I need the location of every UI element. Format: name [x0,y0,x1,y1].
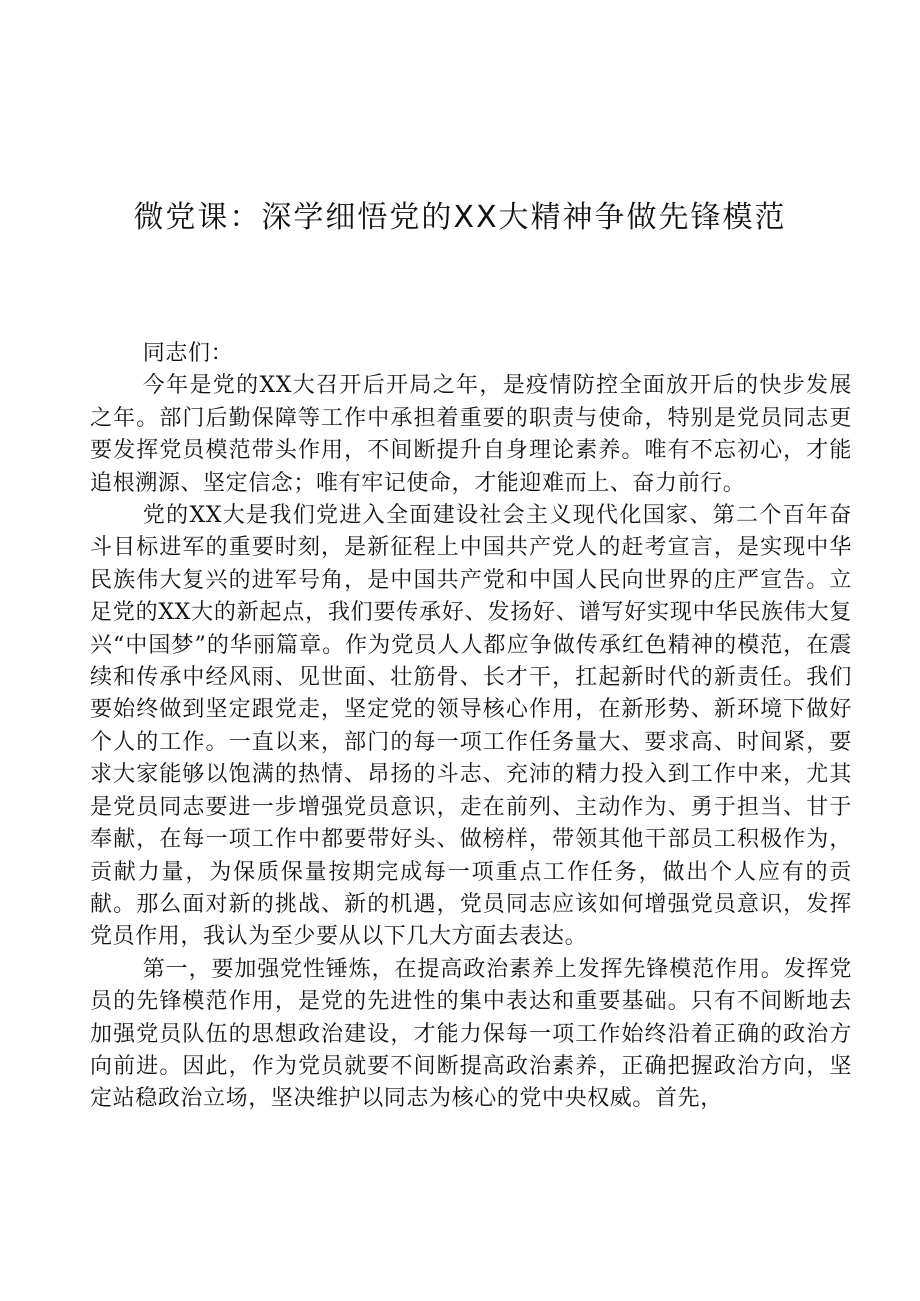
paragraph: 今年是党的XX大召开后开局之年，是疫情防控全面放开后的快步发展之年。部门后勤保障等工作中承担着重要的职责与使命，特别是党员同志更要发挥党员模范带头作用，不间断提升自身理论素养。唯有不忘初心，才能追根溯源、坚定信念；唯有牢记使命，才能迎难而上、奋力前行。 [90,373,852,496]
salutation: 同志们： [142,341,234,366]
document-body [90,338,852,1116]
paragraph: 党的XX大是我们党进入全面建设社会主义现代化国家、第二个百年奋斗目标进军的重要时刻，是新征程上中国共产党人的赶考宣言，是实现中华民族伟大复兴的进军号角，是中国共产党和中国人民向世界的庄严宣告。立足党的XX大的新起点，我们要传承好、发扬好、谱写好实现中华民族伟大复兴“中国梦”的华丽篇章。作为党员人人都应争做传承红色精神的模范，在震续和传承中经风雨、见世面、壮筋骨、长才干，扛起新时代的新责任。我们要始终做到坚定跟党走，坚定党的领导核心作用，在新形势、新环境下做好个人的工作。一直以来，部门的每一项工作任务量大、要求高、时间紧，要求大家能够以饱满的热情、昂扬的斗志、充沛的精力投入到工作中来，尤其是党员同志要进一步增强党员意识，走在前列、主动作为、勇于担当、甘于奉献，在每一项工作中都要带好头、做榜样，带领其他干部员工积极作为，贡献力量，为保质保量按期完成每一项重点工作任务，做出个人应有的贡献。那么面对新的挑战、新的机遇，党员同志应该如何增强党员意识，发挥党员作用，我认为至少要从以下几大方面去表达。 [90,503,852,950]
paragraph: 第一，要加强党性锤炼，在提高政治素养上发挥先锋模范作用。发挥党员的先锋模范作用，是党的先进性的集中表达和重要基础。只有不间断地去加强党员队伍的思想政治建设，才能力保每一项工作始终沿着正确的政治方向前进。因此，作为党员就要不间断提高政治素养，正确把握政治方向，坚定站稳政治立场，坚决维护以同志为核心的党中央权威。首先， [90,956,852,1112]
document-title: 微党课：深学细悟党的XX大精神争做先锋模范 [133,200,787,235]
